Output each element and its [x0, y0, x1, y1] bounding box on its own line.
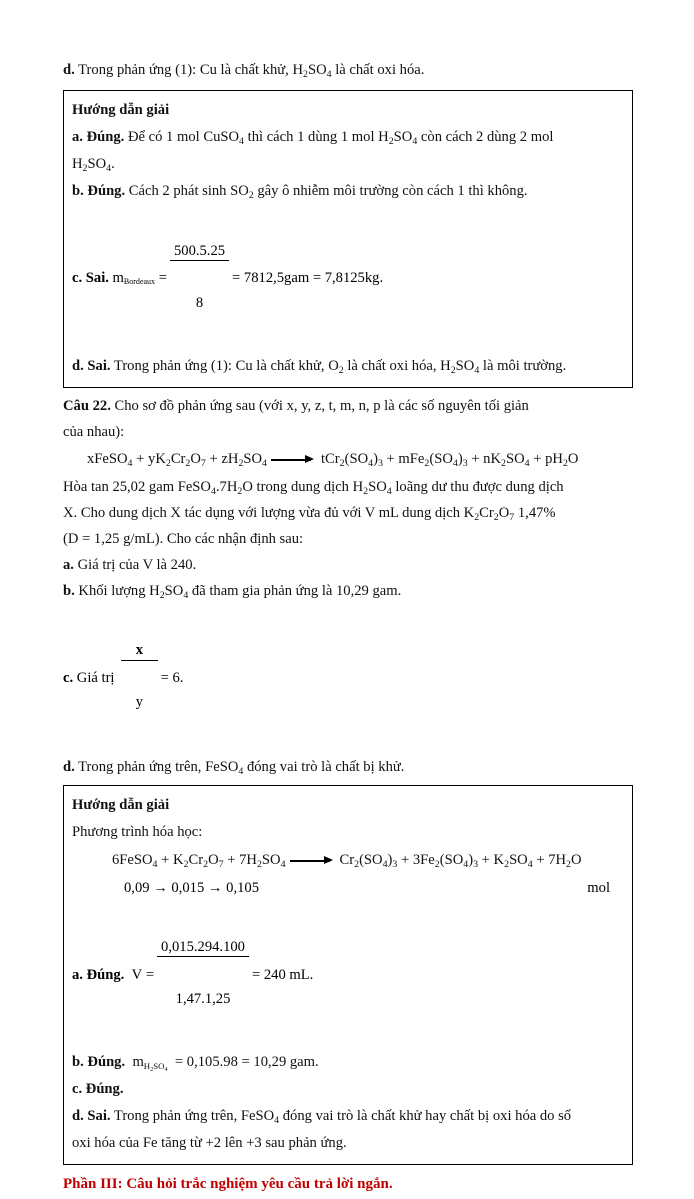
solution-1-item-a-line-1: a. Đúng. Để có 1 mol CuSO$_4$ thì cách 1 dùng 1 mol $H_2SO_4$ còn cách 2 dùng 2 mol [72, 129, 554, 147]
solution-2-item-b [72, 1049, 624, 1076]
question-22-item-d: d. Trong phản ứng trên, FeSO$_4$ đóng vai trò là chất bị khử. [63, 758, 405, 777]
question-22-intro-line-1: Câu 22. Cho sơ đồ phản ứng sau (với x, y, z, t, m, n, p là các số nguyên tối giản [63, 397, 529, 414]
solution-1-item-c-m: $m_{Bordeaux}$ [112, 270, 156, 287]
reaction-arrow-icon [290, 854, 336, 866]
solution-2-item-d-line-2: oxi hóa của Fe tăng từ +2 lên +3 sau phản ứng. [72, 1135, 347, 1152]
solution-1-item-c-marker: c. Sai. [72, 270, 109, 287]
question-22-item-b-marker: b. [63, 582, 75, 599]
question-22-item-c-fraction: $\frac{x}{y}$ [121, 610, 157, 744]
solution-box-2 [63, 785, 633, 1166]
solution-box-2-title: Hướng dẫn giải [72, 796, 170, 813]
question-22-item-c: c. Giá trị $\frac{x}{y}$ = 6. [63, 609, 633, 749]
solution-2-item-a-fraction: $\frac{0,015.294.100}{1,47.1,25}$ [157, 906, 249, 1040]
solution-2-item-b-result: = 0,105.98 = 10,29 gam. [174, 1054, 319, 1071]
question-22-equation [63, 445, 633, 474]
question-22-item-d-marker: d. [63, 758, 75, 775]
statement-d-top-text-after: là chất oxi hóa. [331, 62, 425, 78]
solution-2-item-a: a. Đúng. V = $\frac{0,015.294.100}{1,47.1,25}$ = 240 mL. [72, 905, 624, 1047]
statement-d-top-formula: $H_2SO_4$ [292, 62, 332, 80]
statement-d-top-marker: d. [63, 62, 75, 78]
solution-1-item-d: d. Sai. Trong phản ứng (1): Cu là chất khử, $O_2$ là chất oxi hóa, $H_2SO_4$ là môi trường. [72, 357, 567, 376]
solution-box-1-title: Hướng dẫn giải [72, 102, 170, 118]
solution-2-item-b-marker: b. Đúng. [72, 1054, 126, 1071]
question-22-intro-line-2: của nhau): [63, 423, 125, 440]
section-heading-phan-iii: Phần III: Câu hỏi trắc nghiệm yêu cầu trả lời ngắn. [63, 1176, 393, 1193]
solution-1-item-a-line-2: $H_2SO_4$. [72, 156, 115, 174]
solution-2-item-c-marker: c. Đúng. [72, 1081, 124, 1098]
solution-box-1 [63, 90, 633, 388]
solution-1-item-a-marker: a. Đúng. [72, 129, 125, 145]
solution-1-item-c-fraction: $\frac{500.5.25}{8}$ [170, 210, 229, 344]
solution-2-moles-unit: mol [587, 879, 610, 896]
question-22 [63, 393, 633, 780]
solution-2-item-d-marker: d. Sai. [72, 1108, 111, 1125]
solution-1-item-b: b. Đúng. Cách 2 phát $\sinh SO_2$ gây ô nhiễm môi trường còn cách 1 thì không. [72, 183, 528, 201]
statement-d-top-text-before: Trong phản ứng (1): Cu là chất khử, [74, 62, 289, 78]
question-22-item-b: b. Khối lượng $H_2SO_4$ đã tham gia phản ứng là 10,29 gam. [63, 582, 402, 601]
solution-2-item-c [72, 1076, 624, 1103]
solution-2-moles-row [72, 875, 624, 902]
question-22-marker: Câu 22. [63, 397, 111, 414]
question-22-body-line-2: X. Cho dung dịch X tác dụng với lượng vừa đủ với V mL dung dịch $K_2Cr_2O_7$ 1,47% [63, 504, 556, 523]
solution-2-moles-values: 0,09 → 0,015 → 0,105 [124, 879, 259, 896]
solution-2-equation [72, 846, 624, 875]
question-22-body-line-1: Hòa tan 25,02 gam $FeSO_4.7H_2O$ trong dung dịch $H_2SO_4$ loãng dư thu được dung dịch [63, 478, 564, 497]
solution-2-item-d-line-1: d. Sai. Trong phản ứng trên, FeSO$_4$ đóng vai trò là chất khử hay chất bị oxi hóa do số [72, 1108, 572, 1127]
solution-2-item-a-marker: a. Đúng. [72, 966, 125, 983]
question-22-body-line-3: (D = 1,25 g/mL). Cho các nhận định sau: [63, 530, 304, 547]
solution-box-2-subtitle: Phương trình hóa học: [72, 823, 203, 840]
solution-1-item-c: c. Sai. $m_{Bordeaux}$ = $\frac{500.5.25}{8}$ = 7812,5gam = 7,8125kg. [72, 208, 624, 350]
equation-right: $tCr_2(SO_4)_3 + mFe_2(SO_4)_3 + nK_2SO_4 + pH_2O$ [321, 450, 579, 469]
reaction-arrow-icon [271, 453, 317, 465]
question-22-item-a: a. Giá trị của V là 240. [63, 556, 197, 573]
solution-2-item-a-var: V [131, 966, 143, 983]
solution-1-item-d-marker: d. Sai. [72, 357, 111, 374]
solution-2-equation-right: $Cr_2(SO_4)_3 + 3Fe_2(SO_4)_3 + K_2SO_4 + 7H_2O$ [339, 851, 582, 870]
document-content [63, 57, 633, 1199]
question-22-item-c-marker: c. [63, 670, 74, 687]
equation-left: xFeSO$_4$ + $yK_2Cr_2O_7 + zH_2SO_4$ [87, 450, 267, 469]
question-22-item-a-marker: a. [63, 556, 74, 573]
solution-2-item-b-m: $m_{H_2SO_4}$ [132, 1054, 168, 1073]
statement-d-top [63, 57, 633, 83]
solution-2-equation-left: 6FeSO$_4$ + $K_2Cr_2O_7 + 7H_2SO_4$ [112, 851, 286, 870]
solution-1-item-b-marker: b. Đúng. [72, 183, 126, 199]
